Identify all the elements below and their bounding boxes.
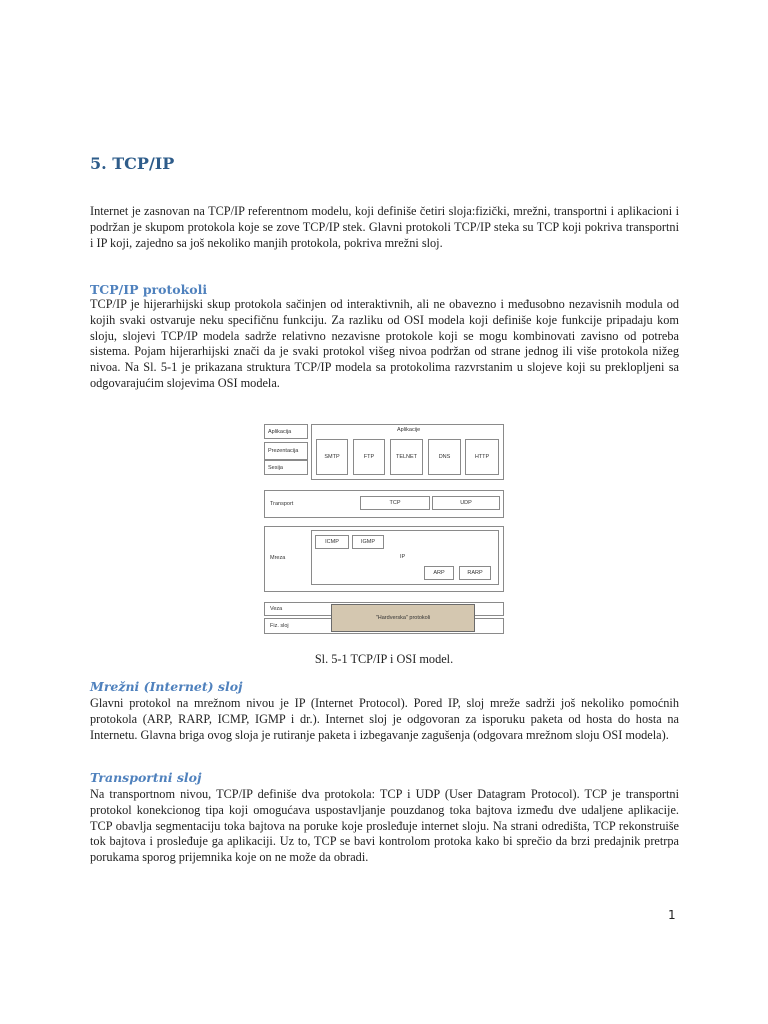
- application-block-title: Aplikacije: [397, 427, 421, 433]
- osi-layer-label: Fiz. sloj: [270, 623, 289, 629]
- hardware-protocols-box: "Hardverska" protokoli: [331, 604, 475, 632]
- transport-paragraph: Na transportnom nivou, TCP/IP definiše dva protokola: TCP i UDP (User Datagram Protocol). TCP je transportni protokol konekcionog tipa koji omogućava uspostavljanje pouzdanog toka bajtova između dve udaljene aplikacije. TCP obavlja segmentaciju toka bajtova na poruke koje prosleđuje internet sloju. Na strani odredišta, TCP rekonstruiše tok bajtova i prosleđuje ga aplikaciji. Uz to, TCP se bavi kontrolom protoka kako bi sprečio da brzi predajnik pretrpa porukama sporog prijemnika koje on ne može da obradi.: [90, 787, 679, 865]
- osi-layer-session: [264, 460, 308, 475]
- protocol-box-dns: DNS: [428, 439, 461, 475]
- osi-layer-presentation: [264, 442, 308, 460]
- protocol-box-smtp: SMTP: [316, 439, 348, 475]
- protocol-box-http: HTTP: [465, 439, 499, 475]
- osi-layer-label: Aplikacija: [268, 429, 292, 435]
- tcpip-osi-diagram: [264, 422, 504, 636]
- protocols-paragraph: TCP/IP je hijerarhijski skup protokola sačinjen od interaktivnih, ali ne obavezno i međusobno nezavisnih modula od kojih svaki ostvaruje neku specifičnu funkciju. Za razliku od OSI modela koji definiše koje funkcije pripadaju kom sloju, slojevi TCP/IP modela sadrže relativno nezavisne protokole koji se mogu kombinovati zavisno od potreba sistema. Pojam hijerarhijski znači da je svaki protokol višeg nivoa podržan od strane jednog ili više protokola nižeg nivoa. Na Sl. 5-1 je prikazana struktura TCP/IP modela sa protokolima razvrstanim u slojeve koji su preklopljeni sa odgovarajućim slojevima OSI modela.: [90, 297, 679, 390]
- protocol-box-telnet: TELNET: [390, 439, 423, 475]
- osi-layer-application: [264, 424, 308, 439]
- protocol-box-ftp: FTP: [353, 439, 385, 475]
- osi-layer-label: Sesija: [268, 465, 283, 471]
- protocol-box-udp: UDP: [432, 496, 500, 510]
- osi-layer-label: Transport: [270, 501, 294, 507]
- osi-layer-label: Veza: [270, 606, 283, 612]
- section-title-transport: Transportni sloj: [90, 770, 202, 785]
- page-number: 1: [668, 908, 676, 922]
- figure-caption: Sl. 5-1 TCP/IP i OSI model.: [314, 652, 454, 666]
- section-title-network: Mrežni (Internet) sloj: [90, 679, 243, 694]
- protocol-box-icmp: ICMP: [315, 535, 349, 549]
- protocol-box-arp: ARP: [424, 566, 454, 580]
- network-paragraph: Glavni protokol na mrežnom nivou je IP (Internet Protocol). Pored IP, sloj mreže sadrži još nekoliko pomoćnih protokola (ARP, RARP, ICMP, IGMP i dr.). Internet sloj je odgovoran za isporuku paketa od hosta do hosta na Internetu. Glavna briga ovog sloja je rutiranje paketa i izbegavanje zagušenja (odgovara mrežnom sloju OSI modela).: [90, 696, 679, 742]
- intro-paragraph: Internet je zasnovan na TCP/IP referentnom modelu, koji definiše četiri sloja:fizički, mrežni, transportni i aplikacioni i podržan je skupom protokola koje se zove TCP/IP stek. Glavni protokoli TCP/IP steka su TCP koji pokriva transportni i IP koji, zajedno sa još nekoliko manjih protokola, pokriva mrežni sloj.: [90, 204, 679, 250]
- protocol-box-rarp: RARP: [459, 566, 491, 580]
- protocol-box-igmp: IGMP: [352, 535, 384, 549]
- protocol-box-tcp: TCP: [360, 496, 430, 510]
- section-title-protocols: TCP/IP protokoli: [90, 282, 208, 297]
- ip-label: IP: [400, 554, 406, 560]
- osi-layer-label: Mreza: [270, 555, 286, 561]
- osi-layer-label: Prezentacija: [268, 448, 299, 454]
- page-title: 5. TCP/IP: [90, 154, 175, 173]
